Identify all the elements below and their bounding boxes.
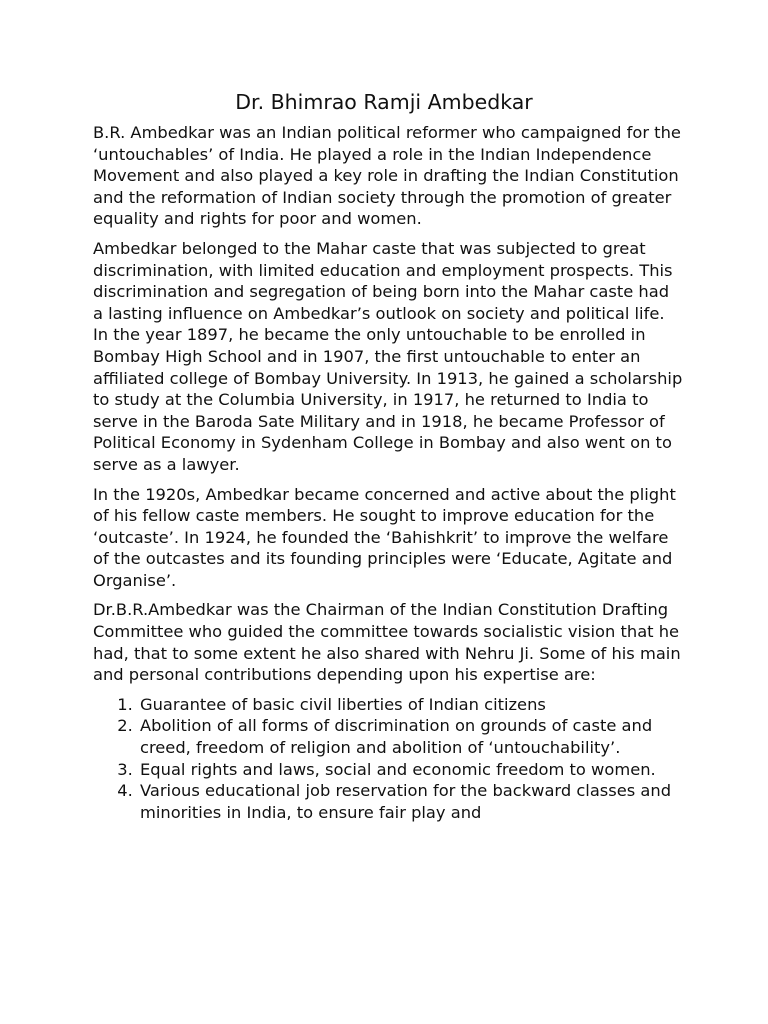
- list-item: 3. Equal rights and laws, social and economic freedom to women.: [138, 759, 683, 781]
- paragraph-intro: B.R. Ambedkar was an Indian political reformer who campaigned for the ‘untouchables’ of India. He played a role in the Indian Independence Movement and also played a key role in drafting the Indian Constitution and the reformation of Indian society through the promotion of greater equality and rights for poor and women.: [93, 123, 681, 229]
- contributions-list: [93, 694, 683, 824]
- list-item: 4. Various educational job reservation for the backward classes and minorities in India, to ensure fair play and: [138, 780, 683, 823]
- document-title: Dr. Bhimrao Ramji Ambedkar: [235, 90, 533, 114]
- paragraph-activism: In the 1920s, Ambedkar became concerned and active about the plight of his fellow caste members. He sought to improve education for the ‘outcaste’. In 1924, he founded the ‘Bahishkrit’ to improve the welfare of the outcastes and its founding principles were ‘Educate, Agitate and Organise’.: [93, 484, 676, 590]
- document-body: [93, 122, 683, 823]
- list-item: 2. Abolition of all forms of discrimination on grounds of caste and creed, freedom of religion and abolition of ‘untouchability’.: [138, 715, 683, 758]
- paragraph-constitution: Dr.B.R.Ambedkar was the Chairman of the Indian Constitution Drafting Committee who guided the committee towards socialistic vision that he had, that to some extent he also shared with Nehru Ji. Some of his main and personal contributions depending upon his expertise are:: [93, 600, 681, 685]
- list-item: 1. Guarantee of basic civil liberties of Indian citizens: [138, 694, 683, 716]
- paragraph-early-life: Ambedkar belonged to the Mahar caste that was subjected to great discrimination, with limited education and employment prospects. This discrimination and segregation of being born into the Mahar caste had a lasting influence on Ambedkar’s outlook on society and political life. In the year 1897, he became the only untouchable to be enrolled in Bombay High School and in 1907, the first untouchable to enter an affiliated college of Bombay University. In 1913, he gained a scholarship to study at the Columbia University, in 1917, he returned to India to serve in the Baroda Sate Military and in 1918, he became Professor of Political Economy in Sydenham College in Bombay and also went on to serve as a lawyer.: [93, 238, 683, 474]
